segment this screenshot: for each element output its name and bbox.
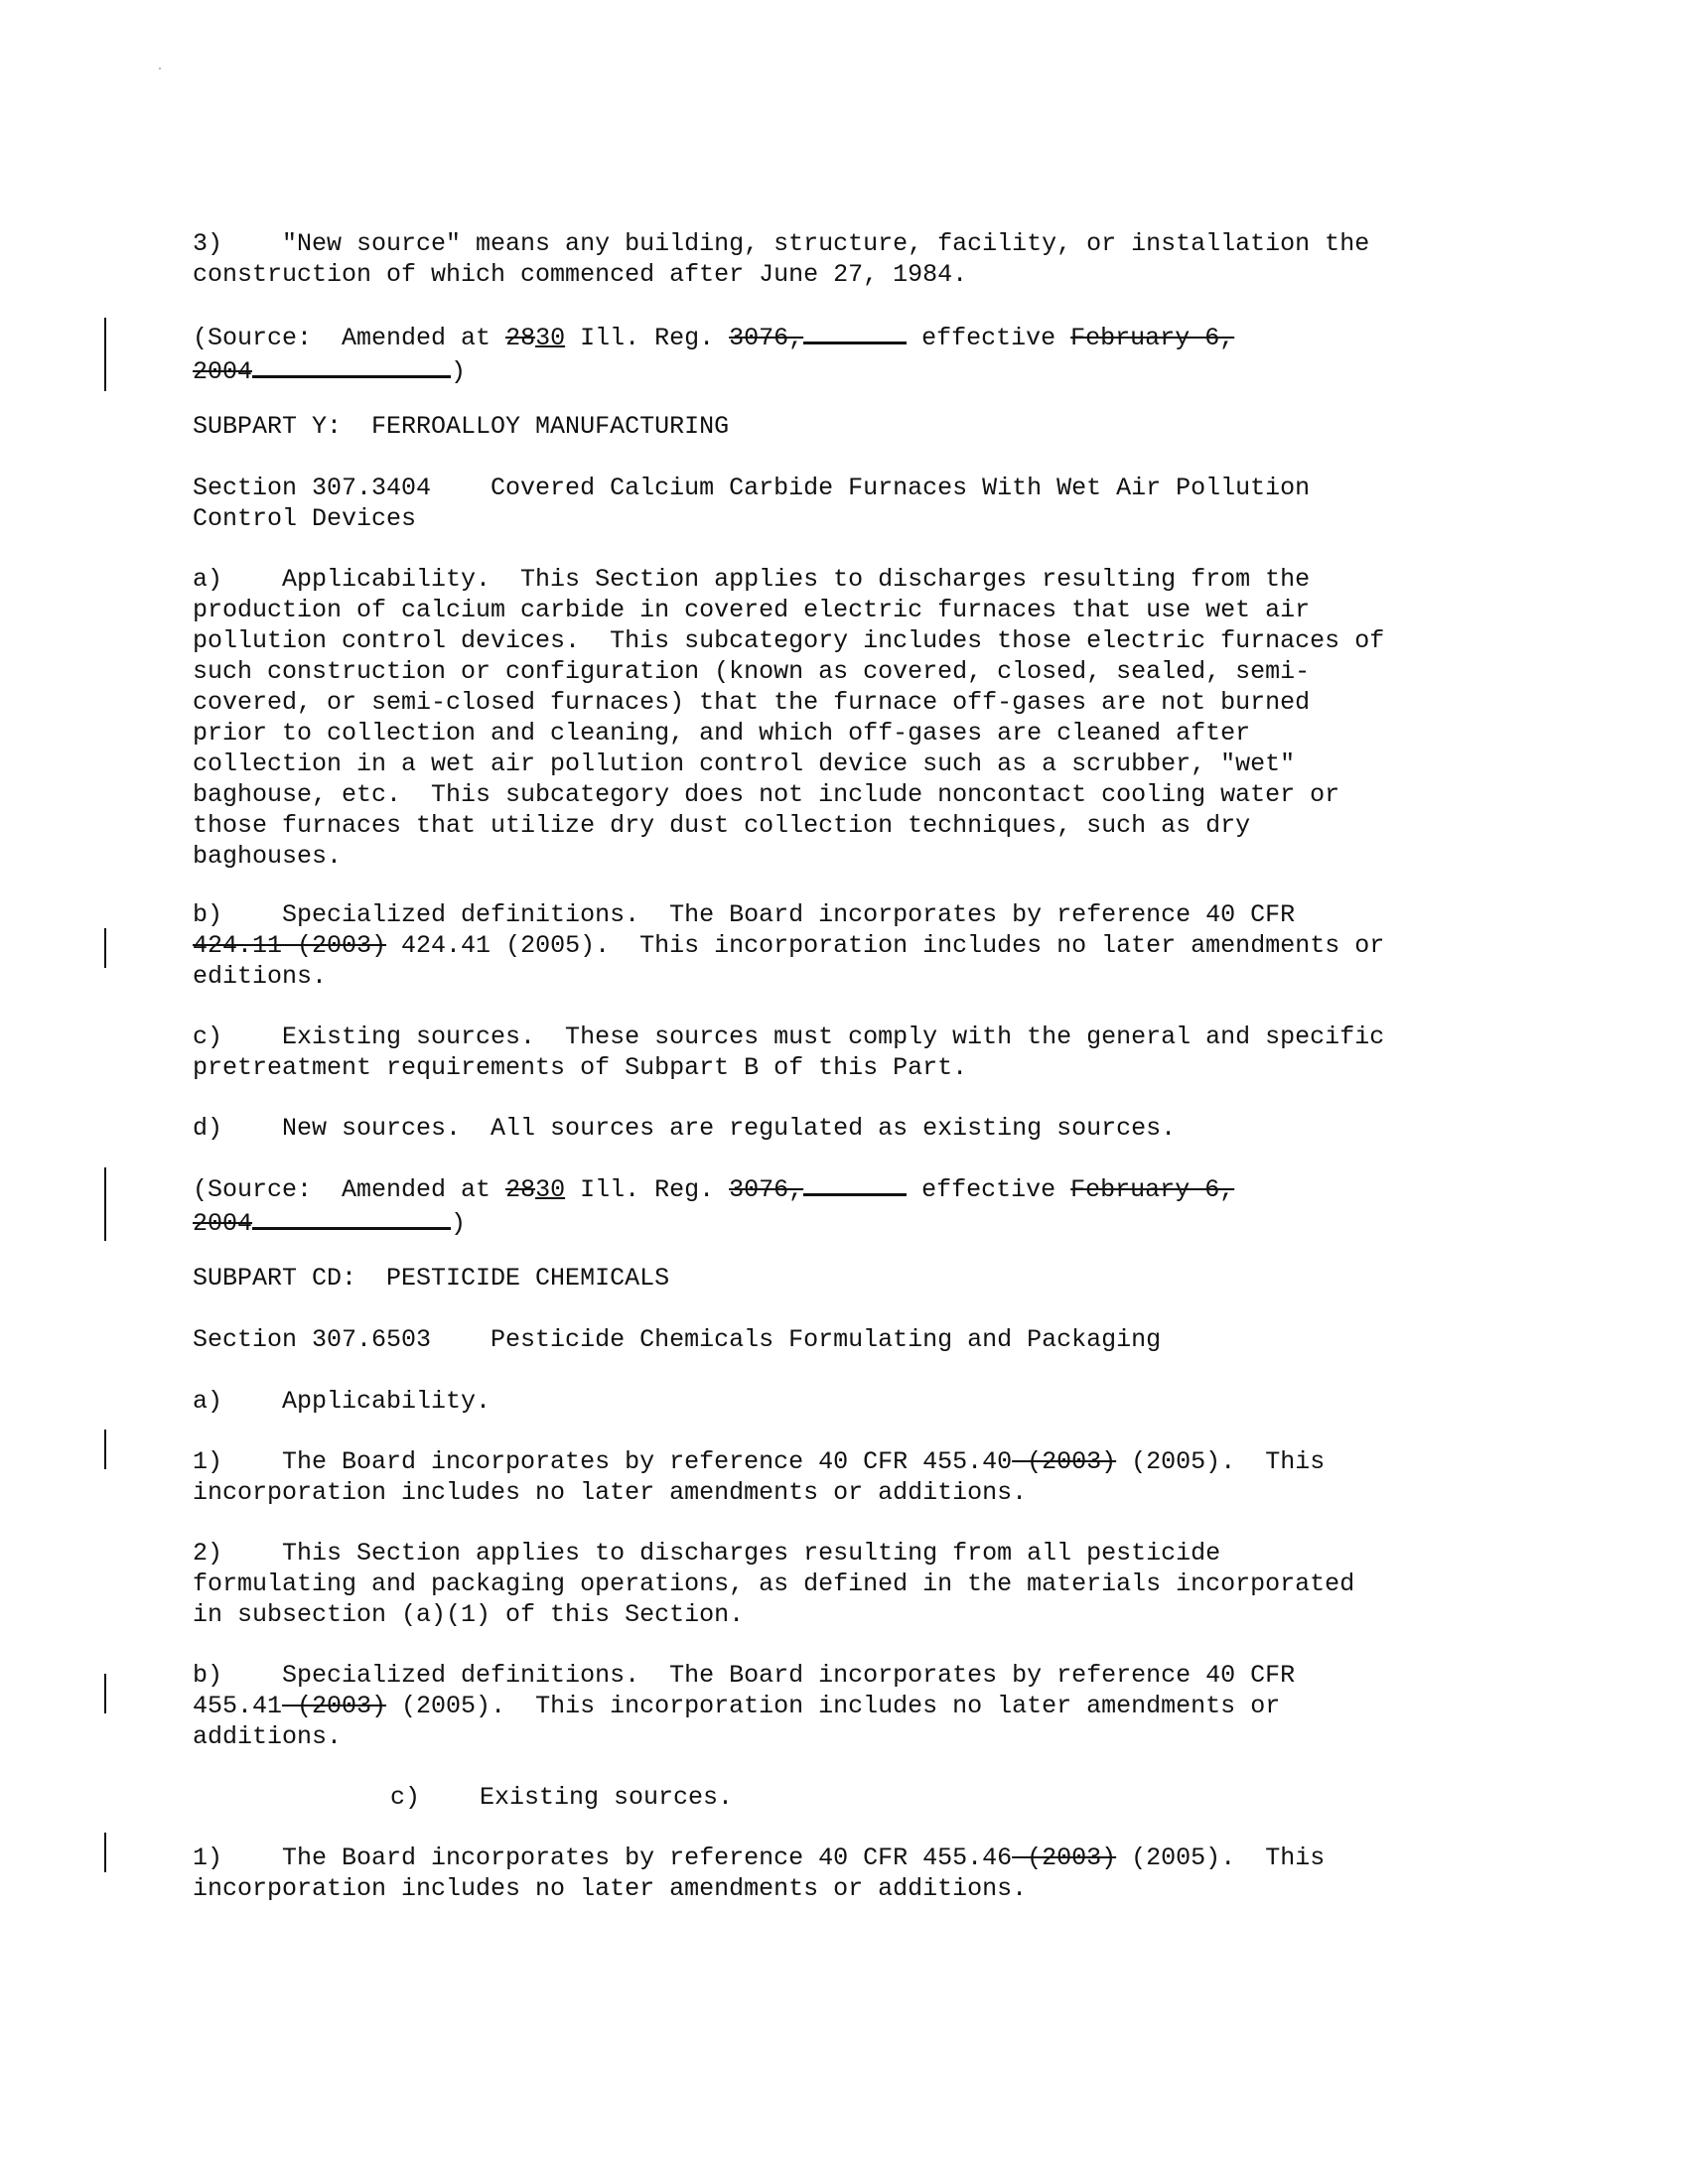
change-bar <box>104 1833 106 1872</box>
section-3404-heading: Section 307.3404 Covered Calcium Carbide Furnaces With Wet Air Pollution Control Devices <box>193 474 1311 533</box>
source-note: (Source: Amended at 2830 Ill. Reg. 3076, effective February 6, 2004 ) <box>193 320 1513 387</box>
source-note: (Source: Amended at 2830 Ill. Reg. 3076, effective February 6, 2004 ) <box>193 1171 1513 1239</box>
applicability-heading: a) Applicability. <box>193 1387 491 1416</box>
change-bar <box>104 1167 106 1241</box>
blank-line <box>803 320 907 344</box>
specialized-definitions-paragraph: b) Specialized definitions. The Board incorporates by reference 40 CFR 424.11 (2003) 424.41 (2005). This incorporation includes no later amendments or editions. <box>193 900 1385 991</box>
subpart-cd-heading: SUBPART CD: PESTICIDE CHEMICALS <box>193 1264 670 1293</box>
new-sources-paragraph: d) New sources. All sources are regulated as existing sources. <box>193 1114 1177 1143</box>
change-bar <box>104 928 106 968</box>
applicability-paragraph: 2) This Section applies to discharges resulting from all pesticide formulating and packaging operations, as defined in the materials incorporated in subsection (a)(1) of this Section. <box>193 1539 1355 1629</box>
change-bar <box>104 1430 106 1469</box>
change-bar <box>104 318 106 391</box>
existing-sources-heading: c) Existing sources. <box>390 1783 734 1812</box>
incorporation-paragraph: 1) The Board incorporates by reference 40 CFR 455.46 (2003) (2005). This incorporation includes no later amendments or additions. <box>193 1843 1326 1903</box>
existing-sources-paragraph: c) Existing sources. These sources must comply with the general and specific pretreatment requirements of Subpart B of this Part. <box>193 1023 1385 1082</box>
scan-speck <box>159 68 161 69</box>
section-6503-heading: Section 307.6503 Pesticide Chemicals Formulating and Packaging <box>193 1325 1162 1354</box>
blank-line <box>252 353 451 378</box>
blank-line <box>252 1205 451 1230</box>
incorporation-paragraph: 1) The Board incorporates by reference 40 CFR 455.40 (2003) (2005). This incorporation includes no later amendments or additions. <box>193 1447 1326 1507</box>
definition-new-source: 3) "New source" means any building, structure, facility, or installation the construction of which commenced after June 27, 1984. <box>193 229 1370 289</box>
subpart-y-heading: SUBPART Y: FERROALLOY MANUFACTURING <box>193 412 730 441</box>
blank-line <box>803 1171 907 1196</box>
change-bar <box>104 1674 106 1713</box>
applicability-paragraph: a) Applicability. This Section applies to discharges resulting from the production of calcium carbide in covered electric furnaces that use wet air pollution control devices. This subcategory includes those electric furnaces of such construction or configuration (known as covered, closed, sealed, semi- covered, or semi-closed furnaces) that the furnace off-gases are not burned prior to collection and cleaning, and which off-gases are cleaned after collection in a wet air pollution control device such as a scrubber, "wet" baghouse, etc. This subcategory does not include noncontact cooling water or those furnaces that utilize dry dust collection techniques, such as dry baghouses. <box>193 565 1385 871</box>
specialized-definitions-paragraph: b) Specialized definitions. The Board incorporates by reference 40 CFR 455.41 (2003) (2005). This incorporation includes no later amendments or additions. <box>193 1661 1296 1751</box>
